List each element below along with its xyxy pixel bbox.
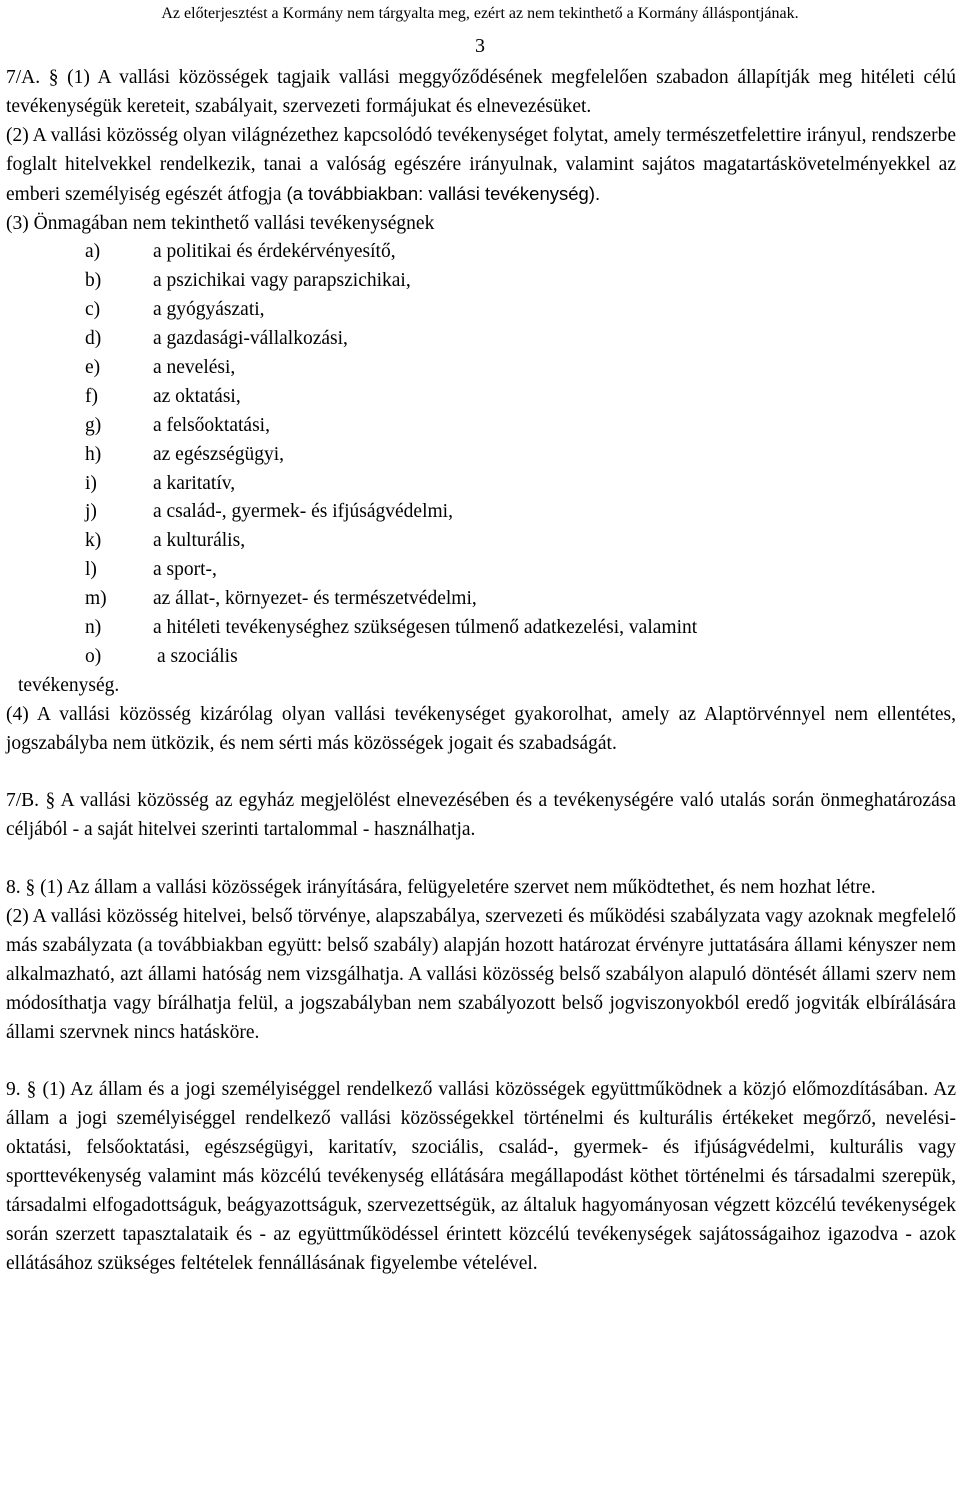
list-item-marker: a) — [85, 241, 101, 263]
list-item-marker: c) — [85, 299, 101, 321]
spacer — [6, 1048, 956, 1077]
list-item-marker: n) — [85, 617, 102, 639]
list-item-marker: k) — [85, 530, 102, 552]
exclusion-list-item — [6, 470, 956, 499]
list-item-marker: d) — [85, 328, 102, 350]
exclusion-list-item — [6, 412, 956, 441]
exclusion-list-item — [6, 498, 956, 527]
section-7a-paragraph-2-definition: (a továbbiakban: vallási tevékenység). — [286, 182, 601, 204]
list-item-marker: m) — [85, 588, 107, 610]
section-7a-paragraph-3-outro: tevékenység. — [18, 674, 120, 696]
header-disclaimer: Az előterjesztést a Kormány nem tárgyalta meg, ezért az nem tekinthető a Kormány álláspontjának. — [161, 5, 799, 22]
exclusion-list-item — [6, 643, 956, 672]
section-7a-paragraph-2-text: (2) A vallási közösség olyan világnézethez kapcsolódó tevékenységet folytat, amely természetfelettire irányul, rendszerbe foglalt hitelvekkel rendelkezik, tanai a valóság egészére irányulnak, valamint sajátos magatartáskövetelményekkel az emberi személyiség egészét átfogja — [6, 124, 956, 205]
list-item-marker: i) — [85, 472, 97, 494]
list-item-text: a gyógyászati, — [153, 299, 265, 321]
list-item-text: a nevelési, — [153, 357, 236, 378]
section-7a-paragraph-4: (4) A vallási közösség kizárólag olyan vallási tevékenységet gyakorolhat, amely az Alaptörvénnyel nem ellentétes, jogszabályba nem ütközik, és nem sérti más közösségek jogait és szabadságát. — [6, 703, 956, 754]
list-item-text: az egészségügyi, — [153, 443, 285, 465]
list-item-text: a sport-, — [153, 559, 217, 581]
list-item-marker: g) — [85, 414, 102, 436]
list-item-text: az oktatási, — [153, 385, 241, 407]
exclusion-list-item — [6, 441, 956, 470]
list-item-text: a gazdasági-vállalkozási, — [153, 328, 348, 350]
list-item-text: a szociális — [157, 645, 238, 667]
list-item-marker: h) — [85, 443, 102, 465]
exclusion-list-item — [6, 383, 956, 412]
section-8-paragraph-2: (2) A vallási közösség hitelvei, belső törvénye, alapszabálya, szervezeti és működési szabályzata vagy azoknak megfelelő más szabályzata (a továbbiakban együtt: belső szabály) alapján hozott határozat érvényre juttatására állami kényszer nem alkalmazható, azt állami hatóság nem vizsgálhatja. A vallási közösség belső szabályon alapuló döntését állami szerv nem módosíthatja vagy bírálhatja felül, a jogszabályban nem szabályozott belső jogviszonyokból eredő jogviták elbírálására állami szervnek nincs hatásköre. — [6, 906, 956, 1043]
list-item-text: a hitéleti tevékenységhez szükségesen túlmenő adatkezelési, valamint — [153, 617, 698, 639]
spacer — [6, 845, 956, 874]
section-7a-paragraph-3-intro: (3) Önmagában nem tekinthető vallási tevékenységnek — [6, 212, 435, 234]
list-item-marker: l) — [85, 559, 97, 581]
list-item-text: a karitatív, — [153, 472, 236, 494]
section-7a-paragraph-2 — [6, 122, 956, 210]
spacer — [6, 759, 956, 788]
section-7a-paragraph-1: 7/A. § (1) A vallási közösségek tagjaik vallási meggyőződésének megfelelően szabadon állapítják meg hitéleti célú tevékenységük kereteit, szabályait, szervezeti formájukat és elnevezésüket. — [6, 67, 956, 117]
exclusion-list-item — [6, 238, 956, 267]
exclusion-list-item — [6, 585, 956, 614]
exclusion-list-item — [6, 527, 956, 556]
exclusion-list-item — [6, 325, 956, 354]
list-item-marker: o) — [85, 645, 102, 667]
section-7b-paragraph-1: 7/B. § A vallási közösség az egyház megjelölést elnevezésében és a tevékenységére való utalás során önmeghatározása céljából - a saját hitelvei szerinti tartalommal - használhatja. — [6, 790, 956, 841]
list-item-marker: f) — [85, 385, 98, 407]
list-item-text: a politikai és érdekérvényesítő, — [153, 241, 396, 263]
document-body — [6, 64, 956, 1279]
list-item-text: a család-, gyermek- és ifjúságvédelmi, — [153, 501, 453, 523]
exclusion-list — [6, 238, 956, 671]
exclusion-list-item — [6, 614, 956, 643]
exclusion-list-item — [6, 267, 956, 296]
section-8-paragraph-1: 8. § (1) Az állam a vallási közösségek irányítására, felügyeletére szervet nem működtethet, és nem hozhat létre. — [6, 877, 876, 899]
exclusion-list-item — [6, 296, 956, 325]
list-item-marker: j) — [85, 501, 97, 523]
list-item-marker: e) — [85, 357, 101, 378]
list-item-text: a felsőoktatási, — [153, 414, 270, 436]
exclusion-list-item — [6, 556, 956, 585]
section-9-paragraph-1: 9. § (1) Az állam és a jogi személyiséggel rendelkező vallási közösségek együttműködnek a közjó előmozdításában. Az állam a jogi személyiséggel rendelkező vallási közösségekkel történelmi és kulturális értékeket megőrző, nevelési-oktatási, felsőoktatási, egészségügyi, karitatív, szociális, család-, gyermek- és ifjúságvédelmi, kulturális vagy sporttevékenység valamint más közcélú tevékenység ellátására megállapodást köthet történelmi és társadalmi szerepük, társadalmi elfogadottságuk, beágyazottságuk, szervezettségük, az általuk hagyományosan végzett közcélú tevékenységek során szerzett tapasztalataik és - az együttműködéssel érintett közcélú tevékenységek sajátosságaihoz igazodva - azok ellátásához szükséges feltételek fennállásának figyelembe vételével. — [6, 1079, 956, 1274]
list-item-text: a pszichikai vagy parapszichikai, — [153, 270, 411, 292]
list-item-text: az állat-, környezet- és természetvédelmi, — [153, 588, 477, 610]
list-item-marker: b) — [85, 270, 102, 292]
exclusion-list-item — [6, 354, 956, 383]
list-item-text: a kulturális, — [153, 530, 246, 552]
page-number: 3 — [475, 35, 485, 57]
